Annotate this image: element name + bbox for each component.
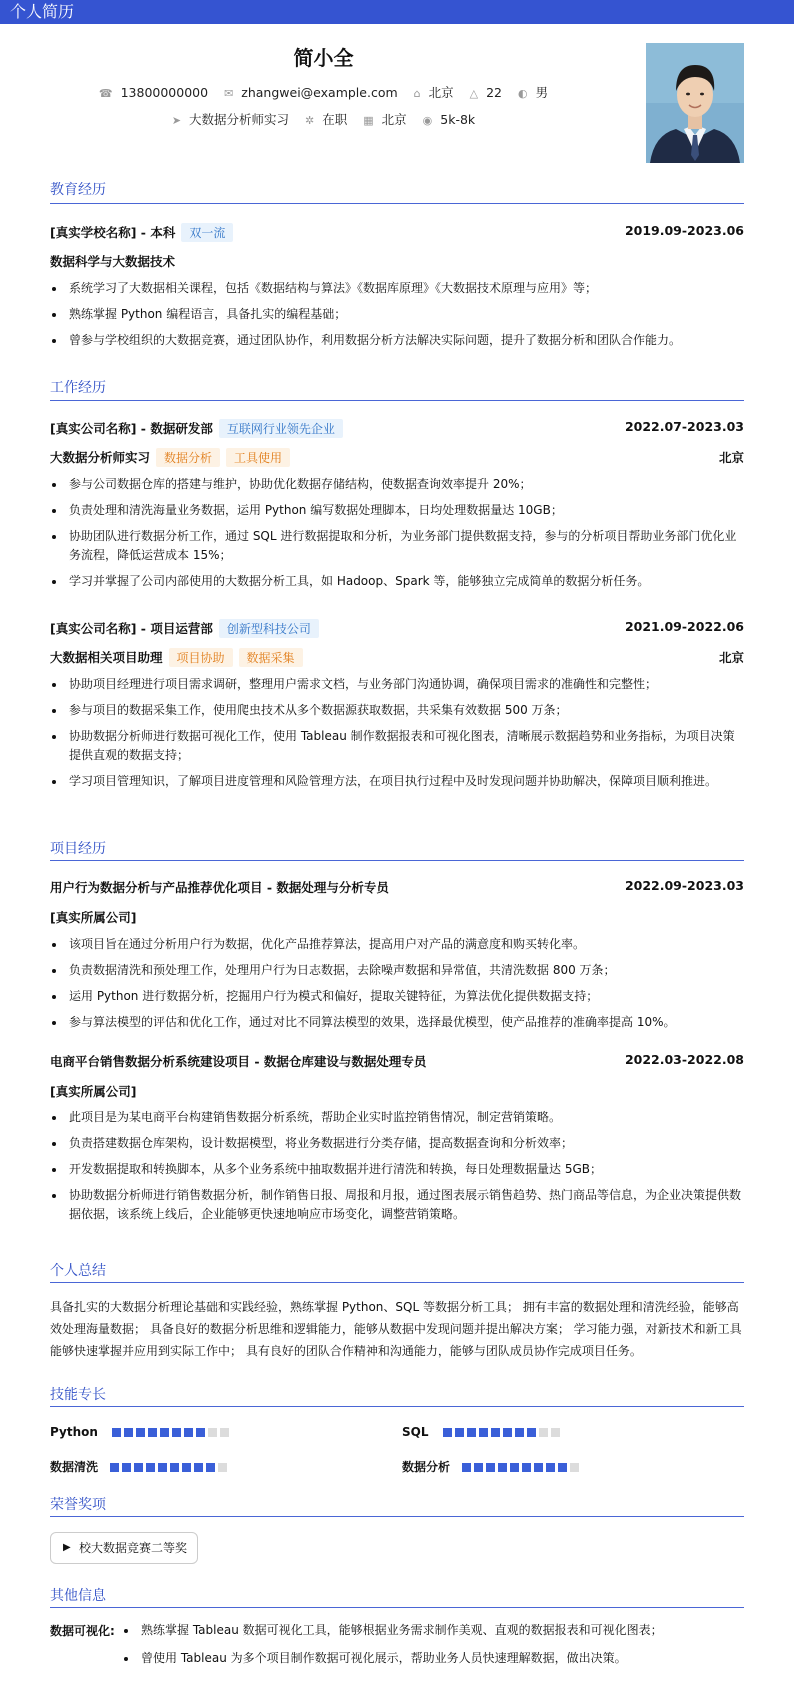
project-title: 电商平台销售数据分析系统建设项目 - 数据仓库建设与数据处理专员: [50, 1054, 427, 1069]
status-icon: ✲: [305, 114, 315, 127]
skill-level-filled: [136, 1428, 145, 1437]
skill-level-filled: [170, 1463, 179, 1472]
skill-level-filled: [534, 1463, 543, 1472]
salary-text: 5k-8k: [440, 112, 476, 127]
list-item: 参与项目的数据采集工作，使用爬虫技术从多个数据源获取数据，共采集有效数据 500 万条；: [50, 701, 744, 720]
school-tag: 双一流: [181, 223, 233, 242]
skill-sql: [402, 1425, 563, 1439]
section-title-projects: 项目经历: [50, 841, 106, 857]
list-item: 曾使用 Tableau 为多个项目制作数据可视化展示，帮助业务人员快速理解数据，做出决策。: [122, 1649, 752, 1668]
age-text: 22: [486, 85, 502, 100]
skill-level-filled: [455, 1428, 464, 1437]
list-item: 参与算法模型的评估和优化工作，通过对比不同算法模型的效果，选择最优模型，使产品推荐的准确率提高 10%。: [50, 1013, 744, 1032]
section-title-awards: 荣誉奖项: [50, 1497, 106, 1513]
work-location: 北京: [718, 650, 744, 665]
project-bullets: [50, 1108, 744, 1231]
gender-text: 男: [535, 85, 549, 100]
section-divider: [50, 1607, 744, 1608]
section-divider: [50, 1516, 744, 1517]
skill-level-filled: [515, 1428, 524, 1437]
company-tag: 创新型科技公司: [219, 619, 319, 638]
list-item: 协助数据分析师进行数据可视化工作，使用 Tableau 制作数据报表和可视化图表，清晰展示数据趋势和业务指标，为项目决策提供直观的数据支持；: [50, 727, 744, 765]
age-item: [470, 85, 502, 100]
section-divider: [50, 203, 744, 204]
city-text: 北京: [428, 85, 454, 100]
job-intent-row: [0, 110, 647, 128]
skill-level-filled: [194, 1463, 203, 1472]
top-bar: [0, 0, 794, 24]
building-icon: ▦: [363, 114, 374, 127]
skill-level-filled: [196, 1428, 205, 1437]
major-name: 数据科学与大数据技术: [50, 254, 176, 269]
list-item: 该项目旨在通过分析用户行为数据，优化产品推荐算法，提高用户对产品的满意度和购买转化率。: [50, 935, 744, 954]
skill-level-filled: [558, 1463, 567, 1472]
skill-level-filled: [172, 1428, 181, 1437]
list-item: 学习并掌握了公司内部使用的大数据分析工具，如 Hadoop、Spark 等，能够独立完成简单的数据分析任务。: [50, 572, 744, 591]
company-name: [真实公司名称] - 数据研发部: [50, 421, 213, 436]
summary-text: 具备扎实的大数据分析理论基础和实践经验，熟练掌握 Python、SQL 等数据分析工具； 拥有丰富的数据处理和清洗经验，能够高效处理海量数据； 具备良好的数据分析思维和逻辑能力，能够从数据中发现问题并提出解决方案； 学习能力强，对新技术和新工具能够快速掌握并应用到实际工作中； 具有良好的团队合作精神和沟通能力，能够与团队成员协作完成项目任务。: [50, 1300, 742, 1358]
skill-level-empty: [539, 1428, 548, 1437]
skill-level-filled: [112, 1428, 121, 1437]
position-item: [172, 110, 289, 128]
email-text: zhangwei@example.com: [241, 85, 398, 100]
education-date: 2019.09-2023.06: [624, 223, 744, 238]
work-header: [50, 419, 744, 438]
skill-level-filled: [134, 1463, 143, 1472]
list-item: 熟练掌握 Python 编程语言，具备扎实的编程基础；: [50, 305, 744, 324]
section-title-work: 工作经历: [50, 380, 106, 396]
education-header: [50, 223, 744, 242]
skill-level-filled: [124, 1428, 133, 1437]
skill-level-filled: [122, 1463, 131, 1472]
project-bullets: [50, 935, 744, 1039]
skill-level-filled: [522, 1463, 531, 1472]
skill-level-empty: [220, 1428, 229, 1437]
list-item: 协助项目经理进行项目需求调研，整理用户需求文档，与业务部门沟通协调，确保项目需求的准确性和完整性；: [50, 675, 744, 694]
position-text: 大数据分析师实习: [189, 112, 290, 127]
gender-icon: ◐: [517, 87, 528, 100]
role-tag: 工具使用: [226, 448, 290, 467]
work-location: 北京: [718, 450, 744, 465]
list-item: 此项目是为某电商平台构建销售数据分析系统，帮助企业实时监控销售情况，制定营销策略。: [50, 1108, 744, 1127]
skill-level-filled: [158, 1463, 167, 1472]
skill-name: Python: [50, 1425, 98, 1439]
list-item: 系统学习了大数据相关课程，包括《数据结构与算法》《数据库原理》《大数据技术原理与应用》等；: [50, 279, 744, 298]
city-item: [414, 83, 454, 101]
contact-row: [0, 83, 647, 101]
list-item: 负责处理和清洗海量业务数据，运用 Python 编写数据处理脚本，日均处理数据量达 10GB；: [50, 501, 744, 520]
work-date: 2022.07-2023.03: [624, 419, 744, 434]
award-label: 校大数据竞赛二等奖: [79, 1541, 188, 1555]
skill-level-filled: [110, 1463, 119, 1472]
email-item: [224, 85, 398, 100]
section-divider: [50, 1282, 744, 1283]
skill-level-filled: [462, 1463, 471, 1472]
home-icon: ⌂: [413, 87, 421, 100]
target-city-text: 北京: [381, 112, 407, 127]
skill-level-filled: [160, 1428, 169, 1437]
play-icon: ▶: [63, 1542, 71, 1553]
gender-item: [518, 83, 548, 101]
company-name: [真实公司名称] - 项目运营部: [50, 621, 213, 636]
school-name: [真实学校名称] - 本科: [50, 225, 176, 240]
work-date: 2021.09-2022.06: [624, 619, 744, 634]
skill-data-analysis: [402, 1458, 582, 1475]
skill-level-empty: [551, 1428, 560, 1437]
skill-name: SQL: [402, 1425, 429, 1439]
work-bullets: [50, 475, 744, 598]
skill-level-filled: [479, 1428, 488, 1437]
education-bullets: [50, 279, 744, 357]
list-item: 开发数据提取和转换脚本，从多个业务系统中抽取数据并进行清洗和转换，每日处理数据量达 5GB；: [50, 1160, 744, 1179]
phone-text: 13800000000: [120, 85, 209, 100]
skill-level-bar: [112, 1425, 232, 1439]
skill-level-filled: [510, 1463, 519, 1472]
phone-item: [99, 85, 208, 100]
skill-name: 数据清洗: [50, 1460, 99, 1474]
skill-level-filled: [184, 1428, 193, 1437]
project-date: 2022.03-2022.08: [624, 1052, 744, 1067]
company-tag: 互联网行业领先企业: [219, 419, 343, 438]
project-header: [50, 878, 744, 896]
skill-level-filled: [443, 1428, 452, 1437]
skill-level-filled: [546, 1463, 555, 1472]
list-item: 参与公司数据仓库的搭建与维护，协助优化数据存储结构，使数据查询效率提升 20%；: [50, 475, 744, 494]
section-title-education: 教育经历: [50, 182, 106, 198]
target-city-item: [363, 110, 406, 128]
skill-level-filled: [182, 1463, 191, 1472]
project-org: [真实所属公司]: [50, 1084, 137, 1099]
bar-title: 个人简历: [10, 2, 75, 21]
list-item: 学习项目管理知识，了解项目进度管理和风险管理方法，在项目执行过程中及时发现问题并协助解决，保障项目顺利推进。: [50, 772, 744, 791]
work-bullets: [50, 675, 744, 798]
cake-icon: △: [469, 87, 479, 100]
section-title-summary: 个人总结: [50, 1263, 106, 1279]
coin-icon: ◉: [422, 114, 433, 127]
salary-item: [423, 112, 476, 127]
work-header: [50, 619, 744, 638]
list-item: 负责数据清洗和预处理工作，处理用户行为日志数据，去除噪声数据和异常值，共清洗数据 800 万条；: [50, 961, 744, 980]
skill-level-filled: [498, 1463, 507, 1472]
skill-level-filled: [486, 1463, 495, 1472]
profile-name: 简小全: [293, 46, 354, 70]
skill-level-filled: [503, 1428, 512, 1437]
project-header: [50, 1052, 744, 1070]
other-bullets: [122, 1621, 752, 1677]
profile-photo-image: [646, 43, 744, 163]
list-item: 曾参与学校组织的大数据竞赛，通过团队协作，利用数据分析方法解决实际问题，提升了数据分析和团队合作能力。: [50, 331, 744, 350]
project-date: 2022.09-2023.03: [624, 878, 744, 893]
skill-level-bar: [443, 1425, 563, 1439]
skill-level-filled: [474, 1463, 483, 1472]
skill-level-empty: [208, 1428, 217, 1437]
list-item: 熟练掌握 Tableau 数据可视化工具，能够根据业务需求制作美观、直观的数据报表和可视化图表；: [122, 1621, 752, 1640]
skill-level-filled: [527, 1428, 536, 1437]
section-divider: [50, 400, 744, 401]
section-divider: [50, 860, 744, 861]
skill-level-filled: [148, 1428, 157, 1437]
list-item: 协助数据分析师进行销售数据分析，制作销售日报、周报和月报，通过图表展示销售趋势、热门商品等信息，为企业决策提供数据依据，该系统上线后，企业能够更快速地响应市场变化，调整营销策略。: [50, 1186, 744, 1224]
section-title-skills: 技能专长: [50, 1387, 106, 1403]
role-tag: 项目协助: [169, 648, 233, 667]
role-tag: 数据采集: [239, 648, 303, 667]
mail-icon: ✉: [224, 87, 234, 100]
skill-level-empty: [570, 1463, 579, 1472]
skill-python: [50, 1425, 232, 1439]
skill-level-filled: [491, 1428, 500, 1437]
list-item: 协助团队进行数据分析工作，通过 SQL 进行数据提取和分析，为业务部门提供数据支持，参与的分析项目帮助业务部门优化业务流程，降低运营成本 15%；: [50, 527, 744, 565]
section-title-other: 其他信息: [50, 1588, 106, 1604]
other-label: 数据可视化:: [50, 1624, 115, 1638]
status-item: [305, 110, 347, 128]
work-role: [50, 448, 744, 467]
section-divider: [50, 1406, 744, 1407]
work-role: [50, 648, 744, 667]
role-tag: 数据分析: [156, 448, 220, 467]
skill-data-cleaning: [50, 1458, 230, 1475]
profile-photo: [646, 43, 744, 163]
role-name: 大数据分析师实习: [50, 450, 151, 465]
send-icon: ➤: [171, 114, 182, 127]
skill-level-filled: [146, 1463, 155, 1472]
skill-level-filled: [206, 1463, 215, 1472]
project-title: 用户行为数据分析与产品推荐优化项目 - 数据处理与分析专员: [50, 880, 389, 895]
phone-icon: ☎: [98, 87, 113, 100]
award-item-button[interactable]: [50, 1532, 198, 1564]
project-org: [真实所属公司]: [50, 910, 137, 925]
skill-level-bar: [462, 1460, 582, 1474]
status-text: 在职: [322, 112, 348, 127]
list-item: 运用 Python 进行数据分析，挖掘用户行为模式和偏好，提取关键特征，为算法优化提供数据支持；: [50, 987, 744, 1006]
skill-name: 数据分析: [402, 1460, 451, 1474]
skill-level-empty: [218, 1463, 227, 1472]
skill-level-filled: [467, 1428, 476, 1437]
list-item: 负责搭建数据仓库架构，设计数据模型，将业务数据进行分类存储，提高数据查询和分析效率；: [50, 1134, 744, 1153]
role-name: 大数据相关项目助理: [50, 650, 163, 665]
skill-level-bar: [110, 1460, 230, 1474]
